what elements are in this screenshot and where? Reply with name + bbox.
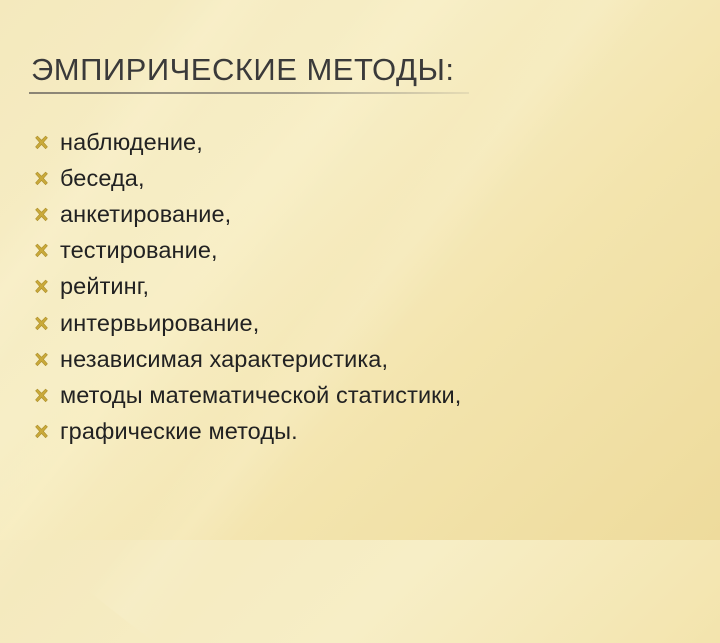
list-item [33, 305, 461, 341]
list-item [33, 233, 461, 269]
slide-title: ЭМПИРИЧЕСКИЕ МЕТОДЫ: [31, 52, 455, 87]
list-item [33, 341, 461, 377]
title-underline [29, 92, 469, 94]
list-item [33, 160, 461, 196]
x-mark-icon [33, 170, 50, 187]
x-mark-icon [33, 351, 50, 368]
list-item-text: методы математической статистики, [60, 381, 462, 408]
list-item-text: рейтинг, [60, 273, 150, 300]
x-mark-icon [33, 134, 50, 151]
list-item-text: беседа, [60, 164, 145, 191]
list-item-text: наблюдение, [60, 128, 203, 155]
list-item-text: анкетирование, [60, 200, 232, 227]
list-item-text: интервьирование, [60, 309, 260, 336]
x-mark-icon [33, 278, 50, 295]
list-item [33, 414, 461, 450]
bullet-list [33, 124, 461, 450]
list-item-text: независимая характеристика, [60, 345, 389, 372]
list-item [33, 269, 461, 305]
list-item-text: тестирование, [60, 237, 218, 264]
x-mark-icon [33, 387, 50, 404]
list-item [33, 377, 461, 413]
list-item-text: графические методы. [60, 418, 298, 445]
x-mark-icon [33, 315, 50, 332]
x-mark-icon [33, 423, 50, 440]
x-mark-icon [33, 206, 50, 223]
x-mark-icon [33, 242, 50, 259]
list-item [33, 124, 461, 160]
list-item [33, 196, 461, 232]
